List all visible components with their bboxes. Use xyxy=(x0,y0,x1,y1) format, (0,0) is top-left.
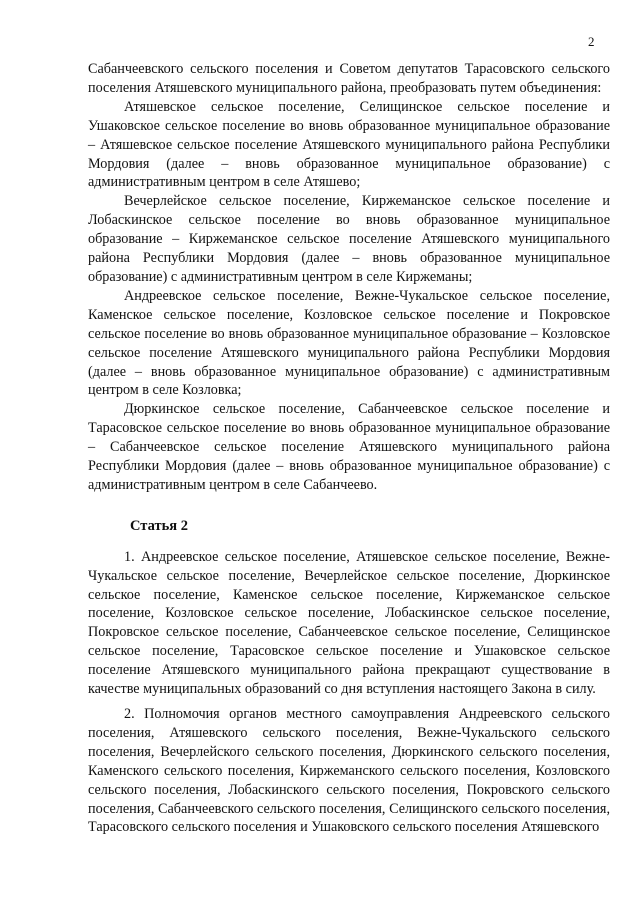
page-number: 2 xyxy=(588,34,595,49)
merge-paragraph-kirzhemany: Вечерлейское сельское поселение, Киржеманское сельское поселение и Лобаскинское сельское поселение во вновь образованное муниципальное образование – Киржеманское сельское поселение Атяшевского муниципального района Республики Мордовия (далее – вновь образованное муниципальное образование) с административным центром в селе Киржеманы; xyxy=(88,193,610,285)
article-heading: Статья 2 xyxy=(130,517,188,534)
document-body xyxy=(88,60,610,837)
intro-paragraph: Сабанчеевского сельского поселения и Советом депутатов Тарасовского сельского поселения Атяшевского муниципального района, преобразовать путем объединения: xyxy=(88,61,610,96)
merge-paragraph-atyashevo: Атяшевское сельское поселение, Селищинское сельское поселение и Ушаковское сельское поселение во вновь образованное муниципальное образование – Атяшевское сельское поселение Атяшевского муниципального района Республики Мордовия (далее – вновь образованное муниципальное образование) с административным центром в селе Атяшево; xyxy=(88,98,610,191)
article-paragraph-2: 2. Полномочия органов местного самоуправления Андреевского сельского поселения, Атяшевского сельского поселения, Вежне-Чукальского сельского поселения, Вечерлейского сельского поселения, Дюркинского сельского поселения, Каменского сельского поселения, Киржеманского сельского поселения, Козловского сельского поселения, Лобаскинского сельского поселения, Покровского сельского поселения, Сабанчеевского сельского поселения, Селищинского сельского поселения, Тарасовского сельского поселения и Ушаковского сельского поселения Атяшевского xyxy=(88,706,610,836)
merge-paragraph-sabancheevo: Дюркинское сельское поселение, Сабанчеевское сельское поселение и Тарасовское сельское поселение во вновь образованное муниципальное образование – Сабанчеевское сельское поселение Атяшевского муниципального района Республики Мордовия (далее – вновь образованное муниципальное образование) с административным центром в селе Сабанчеево. xyxy=(88,401,610,493)
article-paragraph-1: 1. Андреевское сельское поселение, Атяшевское сельское поселение, Вежне-Чукальское сельское поселение, Вечерлейское сельское поселение, Дюркинское сельское поселение, Каменское сельское поселение, Киржеманское сельское поселение, Козловское сельское поселение, Лобаскинское сельское поселение, Покровское сельское поселение, Сабанчеевское сельское поселение, Селищинское сельское поселение, Тарасовское сельское поселение и Ушаковское сельское поселение Атяшевского муниципального района прекращают существование в качестве муниципальных образований со дня вступления настоящего Закона в силу. xyxy=(88,548,610,698)
merge-paragraph-kozlovka: Андреевское сельское поселение, Вежне-Чукальское сельское поселение, Каменское сельское поселение, Козловское сельское поселение и Покровское сельское поселение во вновь образованное муниципальное образование – Козловское сельское поселение Атяшевского муниципального района Республики Мордовия (далее – вновь образованное муниципальное образование) с административным центром в селе Козловка; xyxy=(88,287,610,399)
